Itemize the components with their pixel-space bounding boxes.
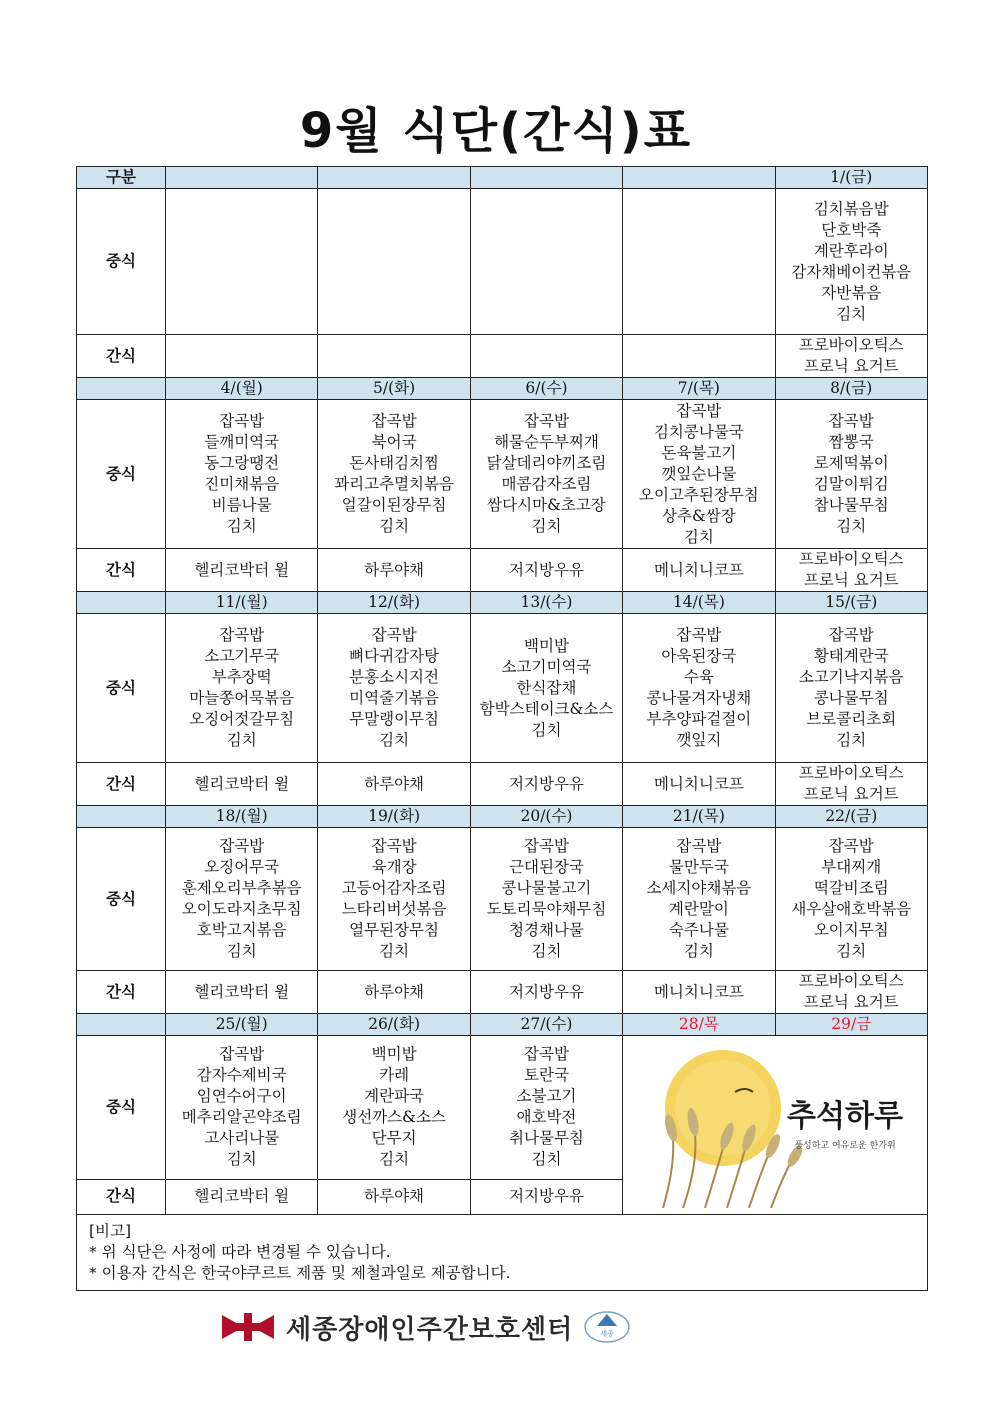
lunch-cell bbox=[470, 614, 622, 763]
chuseok-moon-icon bbox=[623, 1036, 927, 1208]
snack-cell bbox=[470, 549, 622, 592]
menu-item: 떡갈비조림 bbox=[813, 879, 889, 897]
menu-item: 잡곡밥 bbox=[219, 626, 265, 644]
lunch-cell bbox=[775, 400, 927, 549]
lunch-cell bbox=[623, 400, 775, 549]
snack-cell bbox=[470, 971, 622, 1014]
menu-item: 잡곡밥 bbox=[524, 1045, 569, 1064]
menu-item: 김치 bbox=[226, 1150, 257, 1169]
menu-item: 소세지야채볶음 bbox=[646, 879, 752, 897]
menu-item: 오징어무국 bbox=[204, 858, 280, 876]
lunch-row bbox=[77, 400, 928, 549]
menu-item: 매콤감자조림 bbox=[501, 475, 592, 493]
menu-item: 새우살애호박볶음 bbox=[791, 900, 912, 918]
snack-cell bbox=[166, 549, 318, 592]
menu-item: 감자채베이컨볶음 bbox=[791, 262, 912, 281]
menu-item: 소고기낙지볶음 bbox=[798, 668, 904, 686]
menu-item: 얼갈이된장무침 bbox=[341, 496, 447, 514]
snack-cell bbox=[775, 549, 927, 592]
menu-item: 잡곡밥 bbox=[219, 1045, 265, 1064]
menu-item: 김치 bbox=[531, 942, 562, 960]
date-cell: 4/(월) bbox=[166, 378, 318, 400]
menu-item: 소고기무국 bbox=[204, 647, 280, 665]
menu-item: 토란국 bbox=[524, 1066, 569, 1085]
menu-item: 미역줄기볶음 bbox=[349, 689, 439, 707]
lunch-row bbox=[77, 189, 928, 335]
menu-item: 하루야채 bbox=[364, 982, 425, 1001]
menu-item: 북어국 bbox=[371, 433, 417, 451]
snack-cell bbox=[623, 549, 775, 592]
snack-cell bbox=[623, 335, 775, 378]
menu-item: 헬리코박터 윌 bbox=[194, 560, 290, 579]
snack-cell bbox=[166, 971, 318, 1014]
lunch-cell bbox=[470, 1036, 622, 1180]
menu-item: 메추리알곤약조림 bbox=[181, 1108, 302, 1127]
menu-item: 김치볶음밥 bbox=[813, 199, 889, 218]
menu-item: 김치 bbox=[836, 517, 867, 535]
menu-table bbox=[76, 166, 928, 1291]
menu-item: 자반볶음 bbox=[821, 283, 882, 302]
lunch-label: 중식 bbox=[77, 189, 166, 335]
menu-item: 부대찌개 bbox=[821, 858, 882, 876]
snack-cell bbox=[623, 763, 775, 806]
lunch-label: 중식 bbox=[77, 1036, 166, 1180]
menu-item: 저지방우유 bbox=[509, 774, 584, 793]
menu-item: 마늘쫑어묵볶음 bbox=[189, 689, 295, 707]
column-label bbox=[77, 806, 166, 828]
lunch-cell bbox=[470, 828, 622, 971]
week-header-row bbox=[77, 167, 928, 189]
menu-item: 잡곡밥 bbox=[371, 837, 417, 855]
menu-item: 김치 bbox=[836, 731, 867, 749]
menu-item: 김치 bbox=[379, 942, 410, 960]
notes-line: * 이용자 간식은 한국야쿠르트 제품 및 제철과일로 제공합니다. bbox=[89, 1264, 511, 1282]
svg-text:풍성하고 여유로운 한가위: 풍성하고 여유로운 한가위 bbox=[794, 1141, 896, 1151]
center-seal-icon bbox=[583, 1309, 631, 1345]
menu-item: 함박스테이크&소스 bbox=[479, 699, 614, 718]
menu-item: 돈사태김치찜 bbox=[349, 454, 439, 472]
menu-item: 소고기미역국 bbox=[501, 657, 592, 676]
lunch-cell bbox=[318, 189, 470, 335]
date-cell: 13/(수) bbox=[470, 592, 622, 614]
menu-item: 뼈다귀감자탕 bbox=[349, 647, 439, 665]
menu-item: 카레 bbox=[379, 1066, 410, 1085]
lunch-cell bbox=[166, 400, 318, 549]
date-cell bbox=[470, 167, 622, 189]
notes-line: * 위 식단은 사정에 따라 변경될 수 있습니다. bbox=[89, 1243, 391, 1261]
menu-item: 도토리묵야채무침 bbox=[486, 900, 607, 918]
lunch-cell bbox=[775, 828, 927, 971]
menu-item: 아욱된장국 bbox=[661, 647, 737, 665]
menu-item: 메니치니코프 bbox=[653, 774, 744, 793]
menu-item: 육개장 bbox=[371, 858, 417, 876]
snack-cell bbox=[166, 763, 318, 806]
snack-label: 간식 bbox=[77, 549, 166, 592]
date-cell: 6/(수) bbox=[470, 378, 622, 400]
menu-item: 헬리코박터 윌 bbox=[194, 774, 290, 793]
menu-item: 프로닉 요거트 bbox=[803, 993, 899, 1011]
snack-label: 간식 bbox=[77, 763, 166, 806]
menu-item: 훈제오리부추볶음 bbox=[181, 879, 302, 897]
menu-item: 하루야채 bbox=[364, 774, 425, 793]
menu-item: 근대된장국 bbox=[509, 858, 584, 876]
lunch-cell bbox=[166, 189, 318, 335]
menu-item: 콩나물겨자냉채 bbox=[646, 689, 752, 707]
lunch-cell bbox=[623, 614, 775, 763]
date-cell: 20/(수) bbox=[470, 806, 622, 828]
menu-item: 김치 bbox=[379, 1150, 410, 1169]
date-cell bbox=[623, 167, 775, 189]
svg-text:세종: 세종 bbox=[600, 1330, 615, 1338]
svg-text:추석하루: 추석하루 bbox=[787, 1099, 904, 1134]
menu-item: 프로닉 요거트 bbox=[803, 357, 899, 375]
date-cell: 12/(화) bbox=[318, 592, 470, 614]
date-cell: 7/(목) bbox=[623, 378, 775, 400]
lunch-cell bbox=[166, 614, 318, 763]
lunch-cell bbox=[166, 828, 318, 971]
menu-item: 해물순두부찌개 bbox=[494, 433, 599, 451]
lunch-label: 중식 bbox=[77, 400, 166, 549]
date-cell: 27/(수) bbox=[470, 1014, 622, 1036]
menu-item: 고등어감자조림 bbox=[341, 879, 447, 897]
menu-item: 단무지 bbox=[371, 1129, 417, 1148]
menu-item: 느타리버섯볶음 bbox=[341, 900, 447, 918]
lunch-row bbox=[77, 614, 928, 763]
notes-heading: [비고] bbox=[89, 1222, 132, 1240]
menu-item: 계란말이 bbox=[668, 900, 729, 918]
date-cell: 28/목 bbox=[623, 1014, 775, 1036]
date-cell: 19/(화) bbox=[318, 806, 470, 828]
menu-item: 깻잎순나물 bbox=[661, 464, 737, 483]
date-cell: 21/(목) bbox=[623, 806, 775, 828]
snack-label: 간식 bbox=[77, 335, 166, 378]
menu-item: 숙주나물 bbox=[668, 921, 729, 939]
lunch-cell bbox=[775, 614, 927, 763]
menu-item: 콩나물무침 bbox=[813, 689, 889, 707]
menu-item: 프로바이오틱스 bbox=[798, 550, 904, 568]
menu-item: 애호박전 bbox=[516, 1108, 577, 1127]
menu-item: 들깨미역국 bbox=[204, 433, 280, 451]
menu-item: 프로바이오틱스 bbox=[798, 972, 904, 990]
menu-item: 깻잎지 bbox=[676, 731, 722, 749]
menu-item: 김치 bbox=[836, 304, 867, 323]
menu-item: 콩나물불고기 bbox=[501, 879, 592, 897]
snack-cell bbox=[318, 1179, 470, 1214]
menu-item: 부추장떡 bbox=[211, 668, 272, 686]
menu-item: 로제떡볶이 bbox=[813, 454, 889, 472]
lunch-cell bbox=[623, 828, 775, 971]
menu-item: 하루야채 bbox=[364, 1187, 425, 1206]
snack-cell bbox=[470, 335, 622, 378]
menu-item: 김치 bbox=[531, 720, 562, 739]
menu-item: 잡곡밥 bbox=[524, 412, 569, 430]
menu-item: 오징어젓갈무침 bbox=[189, 710, 295, 728]
lunch-label: 중식 bbox=[77, 614, 166, 763]
week-header-row bbox=[77, 806, 928, 828]
menu-item: 저지방우유 bbox=[509, 1187, 584, 1206]
menu-item: 브로콜리초회 bbox=[806, 710, 897, 728]
column-label bbox=[77, 592, 166, 614]
menu-item: 김치 bbox=[531, 517, 562, 535]
menu-item: 호박고지볶음 bbox=[196, 921, 287, 939]
menu-item: 김말이튀김 bbox=[813, 475, 889, 493]
snack-cell bbox=[318, 971, 470, 1014]
menu-item: 잡곡밥 bbox=[524, 837, 569, 855]
menu-item: 상추&쌈장 bbox=[662, 506, 736, 525]
lunch-cell bbox=[318, 828, 470, 971]
center-logo-icon bbox=[220, 1311, 276, 1343]
week-header-row bbox=[77, 592, 928, 614]
lunch-cell bbox=[318, 614, 470, 763]
date-cell: 15/(금) bbox=[775, 592, 927, 614]
menu-item: 잡곡밥 bbox=[371, 412, 417, 430]
menu-item: 수육 bbox=[683, 668, 714, 686]
snack-row bbox=[77, 971, 928, 1014]
column-label bbox=[77, 378, 166, 400]
menu-item: 분홍소시지전 bbox=[349, 668, 439, 686]
menu-item: 임연수어구이 bbox=[196, 1087, 287, 1106]
menu-item: 생선까스&소스 bbox=[342, 1108, 446, 1127]
menu-item: 진미채볶음 bbox=[204, 475, 280, 493]
menu-item: 무말랭이무침 bbox=[349, 710, 439, 728]
menu-item: 오이도라지초무침 bbox=[181, 900, 302, 918]
column-label bbox=[77, 1014, 166, 1036]
menu-item: 잡곡밥 bbox=[371, 626, 417, 644]
snack-cell bbox=[775, 763, 927, 806]
footer bbox=[220, 1307, 631, 1347]
menu-item: 소불고기 bbox=[516, 1087, 577, 1106]
menu-item: 김치 bbox=[836, 942, 867, 960]
snack-cell bbox=[470, 763, 622, 806]
snack-cell bbox=[166, 335, 318, 378]
menu-item: 저지방우유 bbox=[509, 982, 584, 1001]
menu-item: 김치 bbox=[683, 942, 714, 960]
menu-item: 부추양파겉절이 bbox=[646, 710, 752, 728]
menu-item: 취나물무침 bbox=[509, 1129, 584, 1148]
menu-item: 계란파국 bbox=[364, 1087, 425, 1106]
lunch-cell bbox=[470, 400, 622, 549]
lunch-row bbox=[77, 1036, 928, 1180]
menu-item: 오이지무침 bbox=[813, 921, 889, 939]
menu-item: 메니치니코프 bbox=[653, 560, 744, 579]
menu-item: 감자수제비국 bbox=[196, 1066, 287, 1085]
menu-item: 돈육불고기 bbox=[661, 443, 737, 462]
column-label: 구분 bbox=[77, 167, 166, 189]
snack-row bbox=[77, 549, 928, 592]
lunch-cell bbox=[623, 189, 775, 335]
menu-item: 프로바이오틱스 bbox=[798, 336, 904, 354]
menu-item: 김치 bbox=[379, 731, 410, 749]
menu-item: 메니치니코프 bbox=[653, 982, 744, 1001]
snack-row bbox=[77, 763, 928, 806]
menu-item: 물만두국 bbox=[668, 858, 729, 876]
menu-item: 짬뽕국 bbox=[828, 433, 874, 451]
menu-item: 참나물무침 bbox=[813, 496, 889, 514]
menu-item: 쌈다시마&초고장 bbox=[487, 496, 606, 514]
menu-item: 계란후라이 bbox=[813, 241, 889, 260]
lunch-row bbox=[77, 828, 928, 971]
snack-cell bbox=[166, 1179, 318, 1214]
snack-cell bbox=[623, 971, 775, 1014]
menu-item: 잡곡밥 bbox=[219, 412, 265, 430]
date-cell: 14/(목) bbox=[623, 592, 775, 614]
menu-item: 동그랑땡전 bbox=[204, 454, 280, 472]
date-cell bbox=[166, 167, 318, 189]
menu-item: 저지방우유 bbox=[509, 560, 584, 579]
date-cell: 8/(금) bbox=[775, 378, 927, 400]
menu-item: 헬리코박터 윌 bbox=[194, 1187, 290, 1206]
date-cell: 5/(화) bbox=[318, 378, 470, 400]
menu-item: 잡곡밥 bbox=[219, 837, 265, 855]
menu-item: 김치 bbox=[683, 527, 714, 546]
lunch-cell bbox=[166, 1036, 318, 1180]
menu-item: 꽈리고추멸치볶음 bbox=[334, 475, 454, 493]
menu-item: 프로닉 요거트 bbox=[803, 571, 899, 589]
snack-cell bbox=[318, 763, 470, 806]
snack-cell bbox=[318, 335, 470, 378]
menu-item: 잡곡밥 bbox=[828, 412, 874, 430]
menu-item: 잡곡밥 bbox=[676, 837, 722, 855]
menu-item: 백미밥 bbox=[371, 1045, 417, 1064]
menu-item: 김치 bbox=[226, 731, 257, 749]
snack-cell bbox=[318, 549, 470, 592]
chuseok-illustration bbox=[623, 1036, 928, 1215]
menu-item: 단호박죽 bbox=[821, 220, 882, 239]
menu-item: 열무된장무침 bbox=[349, 921, 439, 939]
menu-item: 잡곡밥 bbox=[676, 626, 722, 644]
date-cell: 25/(월) bbox=[166, 1014, 318, 1036]
lunch-cell bbox=[470, 189, 622, 335]
notes-cell bbox=[77, 1215, 928, 1291]
menu-item: 김치 bbox=[226, 942, 257, 960]
menu-item: 고사리나물 bbox=[204, 1129, 280, 1148]
week-header-row bbox=[77, 1014, 928, 1036]
week-header-row bbox=[77, 378, 928, 400]
menu-item: 김치 bbox=[379, 517, 410, 535]
menu-item: 잡곡밥 bbox=[676, 401, 722, 420]
date-cell: 22/(금) bbox=[775, 806, 927, 828]
lunch-cell bbox=[775, 189, 927, 335]
page-title: 9월 식단(간식)표 bbox=[299, 103, 693, 159]
menu-item: 닭살데리야끼조림 bbox=[486, 454, 607, 472]
snack-label: 간식 bbox=[77, 1179, 166, 1214]
snack-label: 간식 bbox=[77, 971, 166, 1014]
menu-item: 비름나물 bbox=[211, 496, 272, 514]
date-cell: 29/금 bbox=[775, 1014, 927, 1036]
menu-item: 황태계란국 bbox=[813, 647, 889, 665]
menu-item: 김치 bbox=[531, 1150, 562, 1169]
menu-item: 프로닉 요거트 bbox=[803, 785, 899, 803]
date-cell bbox=[318, 167, 470, 189]
menu-item: 잡곡밥 bbox=[828, 837, 874, 855]
snack-cell bbox=[775, 335, 927, 378]
menu-item: 한식잡채 bbox=[516, 678, 577, 697]
lunch-cell bbox=[318, 400, 470, 549]
menu-item: 김치 bbox=[226, 517, 257, 535]
menu-item: 프로바이오틱스 bbox=[798, 764, 904, 782]
menu-item: 김치콩나물국 bbox=[653, 422, 744, 441]
menu-item: 청경채나물 bbox=[509, 921, 584, 939]
date-cell: 1/(금) bbox=[775, 167, 927, 189]
lunch-label: 중식 bbox=[77, 828, 166, 971]
menu-item: 잡곡밥 bbox=[828, 626, 874, 644]
notes-row bbox=[77, 1215, 928, 1291]
date-cell: 26/(화) bbox=[318, 1014, 470, 1036]
menu-item: 헬리코박터 윌 bbox=[194, 982, 290, 1001]
menu-item: 백미밥 bbox=[524, 636, 569, 655]
snack-row bbox=[77, 335, 928, 378]
organization-name: 세종장애인주간보호센터 bbox=[286, 1314, 574, 1345]
date-cell: 11/(월) bbox=[166, 592, 318, 614]
menu-item: 오이고추된장무침 bbox=[638, 485, 759, 504]
date-cell: 18/(월) bbox=[166, 806, 318, 828]
snack-cell bbox=[775, 971, 927, 1014]
menu-item: 하루야채 bbox=[364, 560, 425, 579]
snack-cell bbox=[470, 1179, 622, 1214]
lunch-cell bbox=[318, 1036, 470, 1180]
